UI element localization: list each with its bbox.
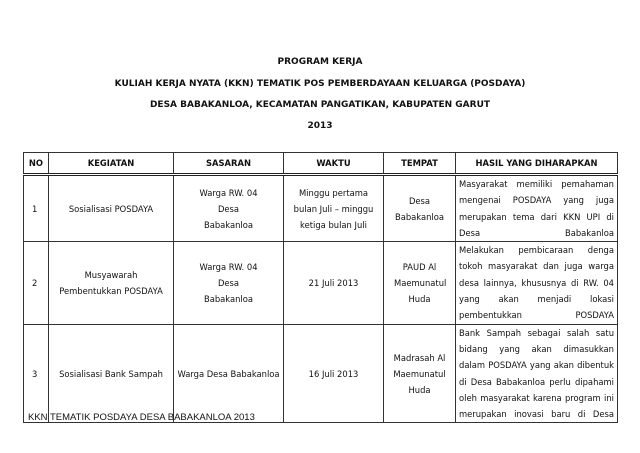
doc-title: PROGRAM KERJA (277, 57, 363, 67)
page-footer: KKN TEMATIK POSDAYA DESA BABAKANLOA 2013 (28, 412, 255, 423)
cell-waktu: Minggu pertama bulan Juli – minggu ketiga bulan Juli (284, 175, 384, 242)
col-hasil: HASIL YANG DIHARAPKAN (456, 153, 618, 175)
cell-tempat: PAUD Al Maemunatul Huda (384, 242, 456, 324)
col-no: NO (24, 153, 49, 175)
col-tempat: TEMPAT (384, 153, 456, 175)
cell-hasil: Bank Sampah sebagai salah satu bidang yang akan dimasukkan dalam POSDAYA yang akan dibentuk di Desa Babakanloa perlu dipahami oleh masyarakat karena program ini merupakan inovasi baru di Desa (456, 324, 618, 423)
cell-waktu: 16 Juli 2013 (284, 324, 384, 423)
doc-subtitle: KULIAH KERJA NYATA (KKN) TEMATIK POS PEMBERDAYAAN KELUARGA (POSDAYA) (114, 79, 526, 89)
program-table (23, 152, 618, 423)
cell-kegiatan: Musyawarah Pembentukkan POSDAYA (49, 242, 174, 324)
cell-sasaran: Warga Desa Babakanloa (174, 324, 284, 423)
cell-no: 2 (24, 242, 49, 324)
doc-year: 2013 (307, 121, 333, 131)
cell-no: 1 (24, 175, 49, 242)
cell-sasaran: Warga RW. 04 Desa Babakanloa (174, 175, 284, 242)
cell-hasil: Melakukan pembicaraan denga tokoh masyarakat dan juga warga desa lainnya, khususnya di RW. 04 yang akan menjadi lokasi pembentukkan POSDAYA (456, 242, 618, 324)
doc-location: DESA BABAKANLOA, KECAMATAN PANGATIKAN, KABUPATEN GARUT (149, 100, 491, 110)
col-sasaran: SASARAN (174, 153, 284, 175)
cell-kegiatan: Sosialisasi Bank Sampah (49, 324, 174, 423)
col-waktu: WAKTU (284, 153, 384, 175)
cell-tempat: Madrasah Al Maemunatul Huda (384, 324, 456, 423)
table-row (24, 242, 618, 324)
col-kegiatan: KEGIATAN (49, 153, 174, 175)
cell-kegiatan: Sosialisasi POSDAYA (49, 175, 174, 242)
cell-waktu: 21 Juli 2013 (284, 242, 384, 324)
cell-sasaran: Warga RW. 04 Desa Babakanloa (174, 242, 284, 324)
table-row (24, 324, 618, 423)
cell-tempat: Desa Babakanloa (384, 175, 456, 242)
cell-hasil: Masyarakat memiliki pemahaman mengenai POSDAYA yang juga merupakan tema dari KKN UPI di Desa Babakanloa (456, 175, 618, 242)
table-row (24, 175, 618, 242)
table-header-row (24, 153, 618, 175)
cell-no: 3 (24, 324, 49, 423)
